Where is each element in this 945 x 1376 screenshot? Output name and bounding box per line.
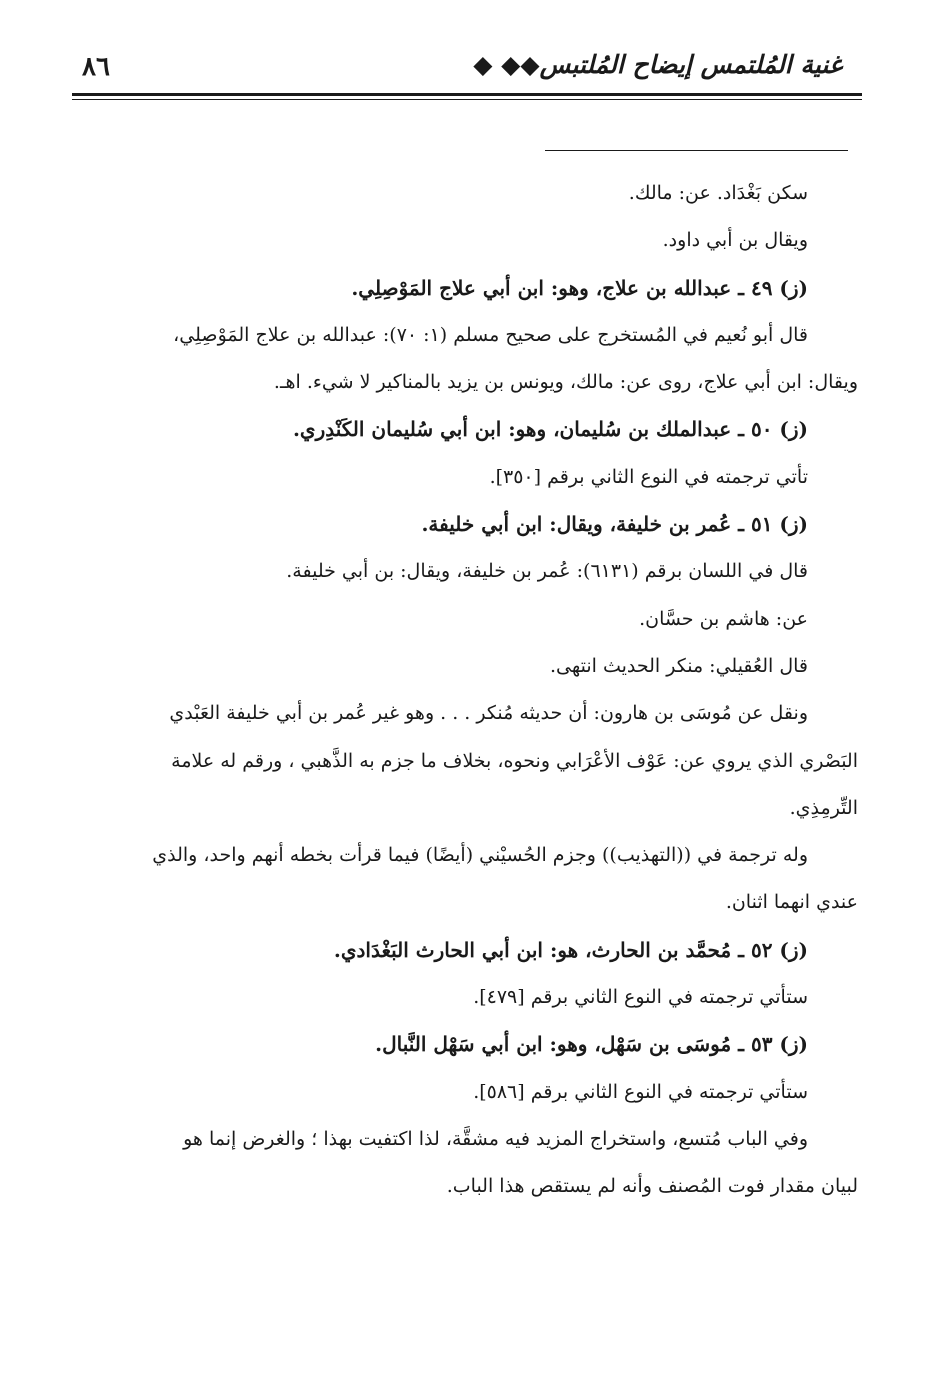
text-line: ستأتي ترجمته في النوع الثاني برقم [٤٧٩]. [473, 986, 808, 1009]
running-title: غنية المُلتمس إيضاح المُلتبس◆◆ ◆ [473, 50, 842, 79]
text-line: ويقال بن أبي داود. [662, 229, 808, 252]
page-number: ٨٦ [82, 52, 110, 82]
text-line: عن: هاشم بن حسَّان. [639, 607, 808, 630]
section-divider [545, 150, 848, 151]
text-line: تأتي ترجمته في النوع الثاني برقم [٣٥٠]. [489, 465, 808, 488]
text-line: قال أبو نُعيم في المُستخرج على صحيح مسلم (١: ٧٠): عبدالله بن علاج المَوْصِلِي، [173, 323, 808, 346]
text-line: ونقل عن مُوسَى بن هارون: أن حديثه مُنكر . . . وهو غير عُمر بن أبي خليفة العَبْدي [169, 702, 808, 725]
entry-heading-52: (ز) ٥٢ ـ مُحمَّد بن الحارث، هو: ابن أبي الحارث البَغْدَادي. [333, 937, 808, 962]
text-line: سكن بَغْدَاد. عن: مالك. [628, 182, 808, 204]
text-line: قال في اللسان برقم (٦١٣١): عُمر بن خليفة، ويقال: بن أبي خليفة. [286, 560, 808, 583]
text-line: وفي الباب مُتسع، واستخراج المزيد فيه مشقَّة، لذا اكتفيت بهذا ؛ والغرض إنما هو [183, 1127, 808, 1150]
text-line: ويقال: ابن أبي علاج، روى عن: مالك، ويونس بن يزيد بالمناكير لا شيء. اهـ. [273, 371, 858, 394]
text-line: التِّرمِذِي. [789, 796, 858, 819]
text-line: لبيان مقدار فوت المُصنف وأنه لم يستقص هذا الباب. [446, 1175, 858, 1198]
body-text [78, 170, 858, 1211]
text-line: عندي انهما اثنان. [725, 891, 858, 914]
entry-heading-50: (ز) ٥٠ ـ عبدالملك بن سُليمان، وهو: ابن أبي سُليمان الكَنْدِري. [292, 417, 808, 442]
text-line: البَصْري الذي يروي عن: عَوْف الأعْرَابي ونحوه، بخلاف ما جزم به الذَّهبي ، ورقم له علامة [171, 749, 858, 772]
header-rule-thin [72, 99, 862, 100]
text-line: قال العُقيلي: منكر الحديث انتهى. [549, 654, 808, 677]
header-rule-thick [72, 93, 862, 96]
entry-heading-51: (ز) ٥١ ـ عُمر بن خليفة، ويقال: ابن أبي خليفة. [421, 512, 808, 537]
entry-heading-49: (ز) ٤٩ ـ عبدالله بن علاج، وهو: ابن أبي علاج المَوْصِلِي. [351, 275, 808, 300]
page-header [72, 48, 862, 88]
text-line: وله ترجمة في ((التهذيب)) وجزم الحُسيْني (أيضًا) فيما قرأت بخطه أنهم واحد، والذي [152, 844, 808, 867]
text-line: ستأتي ترجمته في النوع الثاني برقم [٥٨٦]. [473, 1080, 808, 1103]
entry-heading-53: (ز) ٥٣ ـ مُوسَى بن سَهْل، وهو: ابن أبي سَهْل النَّبال. [375, 1032, 808, 1057]
